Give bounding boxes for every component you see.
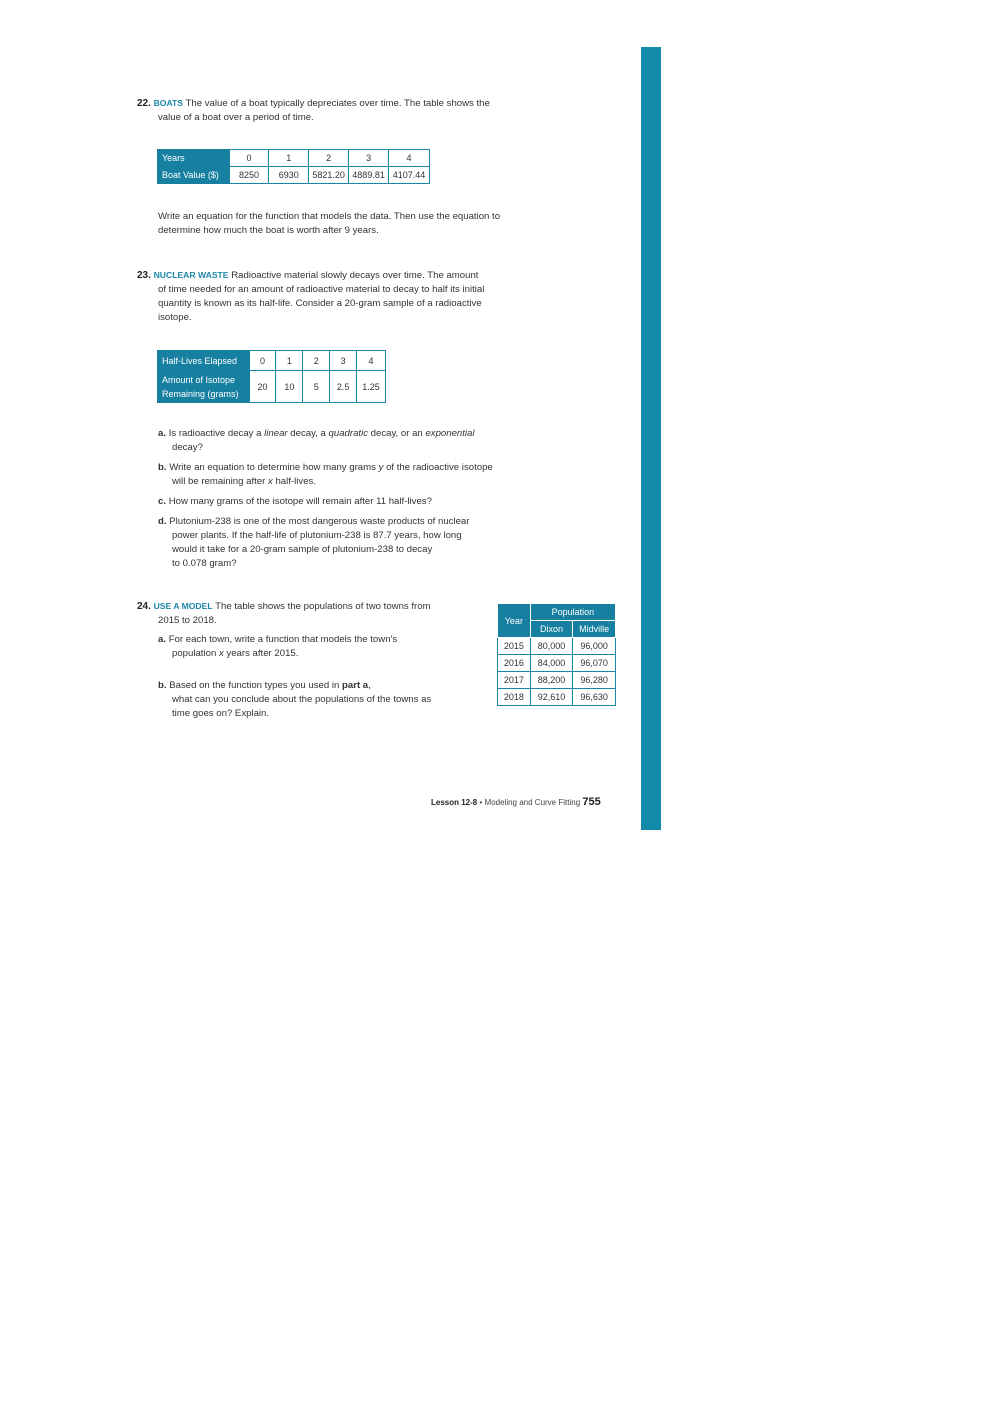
q24-a-var-x: x bbox=[218, 648, 224, 659]
table-cell: 1 bbox=[269, 150, 309, 167]
q23-b-var-y: y bbox=[378, 462, 384, 473]
part-a-label: a. bbox=[158, 634, 167, 645]
q22-intro-line2: value of a boat over a period of time. bbox=[158, 112, 314, 123]
table-cell: 2 bbox=[303, 351, 330, 371]
q23-a-quadratic: quadratic bbox=[328, 428, 368, 439]
table-cell: 2016 bbox=[498, 655, 531, 672]
amount-label-line1: Amount of Isotope bbox=[162, 374, 236, 385]
table-cell: 3 bbox=[330, 351, 357, 371]
q22-keyword: BOATS bbox=[153, 98, 184, 108]
q23-d-line2: power plants. If the half-life of plutonium-238 is 87.7 years, how long bbox=[172, 530, 462, 541]
table-cell: 4889.81 bbox=[349, 167, 389, 184]
column-header-dixon: Dixon bbox=[530, 621, 573, 638]
row-header-amount bbox=[158, 371, 250, 403]
q24-intro-line2: 2015 to 2018. bbox=[158, 615, 217, 626]
q24-intro bbox=[137, 599, 482, 628]
q23-a-linear: linear bbox=[264, 428, 288, 439]
table-cell: 96,630 bbox=[573, 689, 616, 706]
table-cell: 1 bbox=[276, 351, 303, 371]
part-c-label: c. bbox=[158, 496, 167, 507]
q24-keyword: USE A MODEL bbox=[153, 601, 213, 611]
table-cell: 10 bbox=[276, 371, 303, 403]
table-cell: 0 bbox=[229, 150, 269, 167]
q23-b-text: half-lives. bbox=[275, 476, 316, 487]
table-row bbox=[498, 655, 616, 672]
q23-number: 23. bbox=[137, 270, 151, 281]
table-cell: 96,070 bbox=[573, 655, 616, 672]
table-row bbox=[158, 351, 386, 371]
table-cell: 4107.44 bbox=[389, 167, 430, 184]
table-cell: 96,000 bbox=[573, 638, 616, 655]
table-cell: 96,280 bbox=[573, 672, 616, 689]
page-footer bbox=[431, 796, 601, 808]
q23-a-text: decay? bbox=[172, 442, 203, 453]
table-cell: 6930 bbox=[269, 167, 309, 184]
column-header-midville: Midville bbox=[573, 621, 616, 638]
q23-a-text: decay, a bbox=[290, 428, 326, 439]
part-a-label: a. bbox=[158, 428, 167, 439]
q22-number: 22. bbox=[137, 98, 151, 109]
table-cell: 2.5 bbox=[330, 371, 357, 403]
table-cell: 2015 bbox=[498, 638, 531, 655]
page-number: 755 bbox=[582, 796, 601, 808]
q23-b-text: Write an equation to determine how many grams bbox=[169, 462, 376, 473]
q23-c-text: How many grams of the isotope will remain after 11 half-lives? bbox=[168, 496, 432, 507]
table-cell: 1.25 bbox=[357, 371, 386, 403]
q24-b-text: what can you conclude about the populations of the towns as bbox=[172, 694, 432, 705]
table-row bbox=[498, 604, 616, 621]
q23-intro-line1: Radioactive material slowly decays over time. The amount bbox=[231, 270, 479, 281]
q23-part-d bbox=[158, 515, 558, 571]
q23-part-b bbox=[158, 461, 558, 489]
q23-b-var-x: x bbox=[268, 476, 273, 487]
q23-intro-line3: quantity is known as its half-life. Consider a 20-gram sample of a radioactive bbox=[158, 298, 482, 309]
part-b-label: b. bbox=[158, 680, 167, 691]
q24-part-b bbox=[158, 679, 488, 721]
q23-d-line1: Plutonium-238 is one of the most dangerous waste products of nuclear bbox=[169, 516, 470, 527]
q23-part-c bbox=[158, 495, 558, 509]
row-header-half-lives: Half-Lives Elapsed bbox=[158, 351, 250, 371]
part-d-label: d. bbox=[158, 516, 167, 527]
table-cell: 88,200 bbox=[530, 672, 573, 689]
table-cell: 2018 bbox=[498, 689, 531, 706]
table-cell: 0 bbox=[249, 351, 276, 371]
q23-d-line4: to 0.078 gram? bbox=[172, 558, 237, 569]
table-cell: 92,610 bbox=[530, 689, 573, 706]
q23-a-text: Is radioactive decay a bbox=[168, 428, 262, 439]
margin-color-bar bbox=[641, 47, 661, 830]
q24-b-part-ref: part a bbox=[342, 680, 369, 691]
table-row bbox=[498, 638, 616, 655]
table-cell: 4 bbox=[389, 150, 430, 167]
q24-b-text: time goes on? Explain. bbox=[172, 708, 270, 719]
table-row bbox=[498, 672, 616, 689]
table-cell: 5821.20 bbox=[309, 167, 349, 184]
q22-intro bbox=[137, 96, 557, 125]
q23-intro-line2: of time needed for an amount of radioactive material to decay to half its initial bbox=[158, 284, 485, 295]
q23-b-text: will be remaining after bbox=[172, 476, 266, 487]
q22-prompt-line2: determine how much the boat is worth after 9 years. bbox=[158, 225, 379, 236]
part-b-label: b. bbox=[158, 462, 167, 473]
table-cell: 84,000 bbox=[530, 655, 573, 672]
population-table bbox=[497, 603, 616, 706]
footer-lesson: Lesson 12-8 bbox=[431, 798, 478, 807]
table-cell: 5 bbox=[303, 371, 330, 403]
q24-part-a bbox=[158, 633, 478, 661]
isotope-table bbox=[157, 350, 386, 403]
table-row bbox=[498, 689, 616, 706]
q24-number: 24. bbox=[137, 601, 151, 612]
footer-bullet: • bbox=[479, 798, 483, 807]
q22-prompt-line1: Write an equation for the function that models the data. Then use the equation to bbox=[158, 211, 501, 222]
table-row bbox=[158, 371, 386, 403]
boat-value-table bbox=[157, 149, 430, 184]
table-row bbox=[158, 150, 430, 167]
q23-keyword: NUCLEAR WASTE bbox=[153, 270, 229, 280]
q23-intro bbox=[137, 268, 557, 325]
q23-part-a bbox=[158, 427, 558, 455]
footer-title: Modeling and Curve Fitting bbox=[484, 798, 581, 807]
q23-a-text: decay, or an bbox=[370, 428, 423, 439]
q23-b-text: of the radioactive isotope bbox=[386, 462, 493, 473]
row-header-years: Years bbox=[158, 150, 230, 167]
amount-label-line2: Remaining (grams) bbox=[162, 388, 239, 399]
q24-b-text: Based on the function types you used in bbox=[169, 680, 340, 691]
q22-intro-line1: The value of a boat typically depreciates over time. The table shows the bbox=[185, 98, 490, 109]
q24-b-text: , bbox=[368, 680, 371, 691]
table-cell: 4 bbox=[357, 351, 386, 371]
table-cell: 80,000 bbox=[530, 638, 573, 655]
q22-prompt bbox=[158, 210, 578, 238]
table-cell: 2 bbox=[309, 150, 349, 167]
q24-intro-line1: The table shows the populations of two towns from bbox=[215, 601, 431, 612]
q23-a-exponential: exponential bbox=[425, 428, 475, 439]
table-cell: 2017 bbox=[498, 672, 531, 689]
table-row bbox=[158, 167, 430, 184]
table-cell: 20 bbox=[249, 371, 276, 403]
q23-d-line3: would it take for a 20-gram sample of plutonium-238 to decay bbox=[172, 544, 433, 555]
q24-a-text: population bbox=[172, 648, 217, 659]
table-cell: 8250 bbox=[229, 167, 269, 184]
population-header: Population bbox=[530, 604, 615, 621]
row-header-boat-value: Boat Value ($) bbox=[158, 167, 230, 184]
q24-a-text: years after 2015. bbox=[226, 648, 299, 659]
q24-a-text: For each town, write a function that models the town's bbox=[168, 634, 398, 645]
year-header: Year bbox=[498, 604, 531, 638]
table-cell: 3 bbox=[349, 150, 389, 167]
q23-intro-line4: isotope. bbox=[158, 312, 192, 323]
